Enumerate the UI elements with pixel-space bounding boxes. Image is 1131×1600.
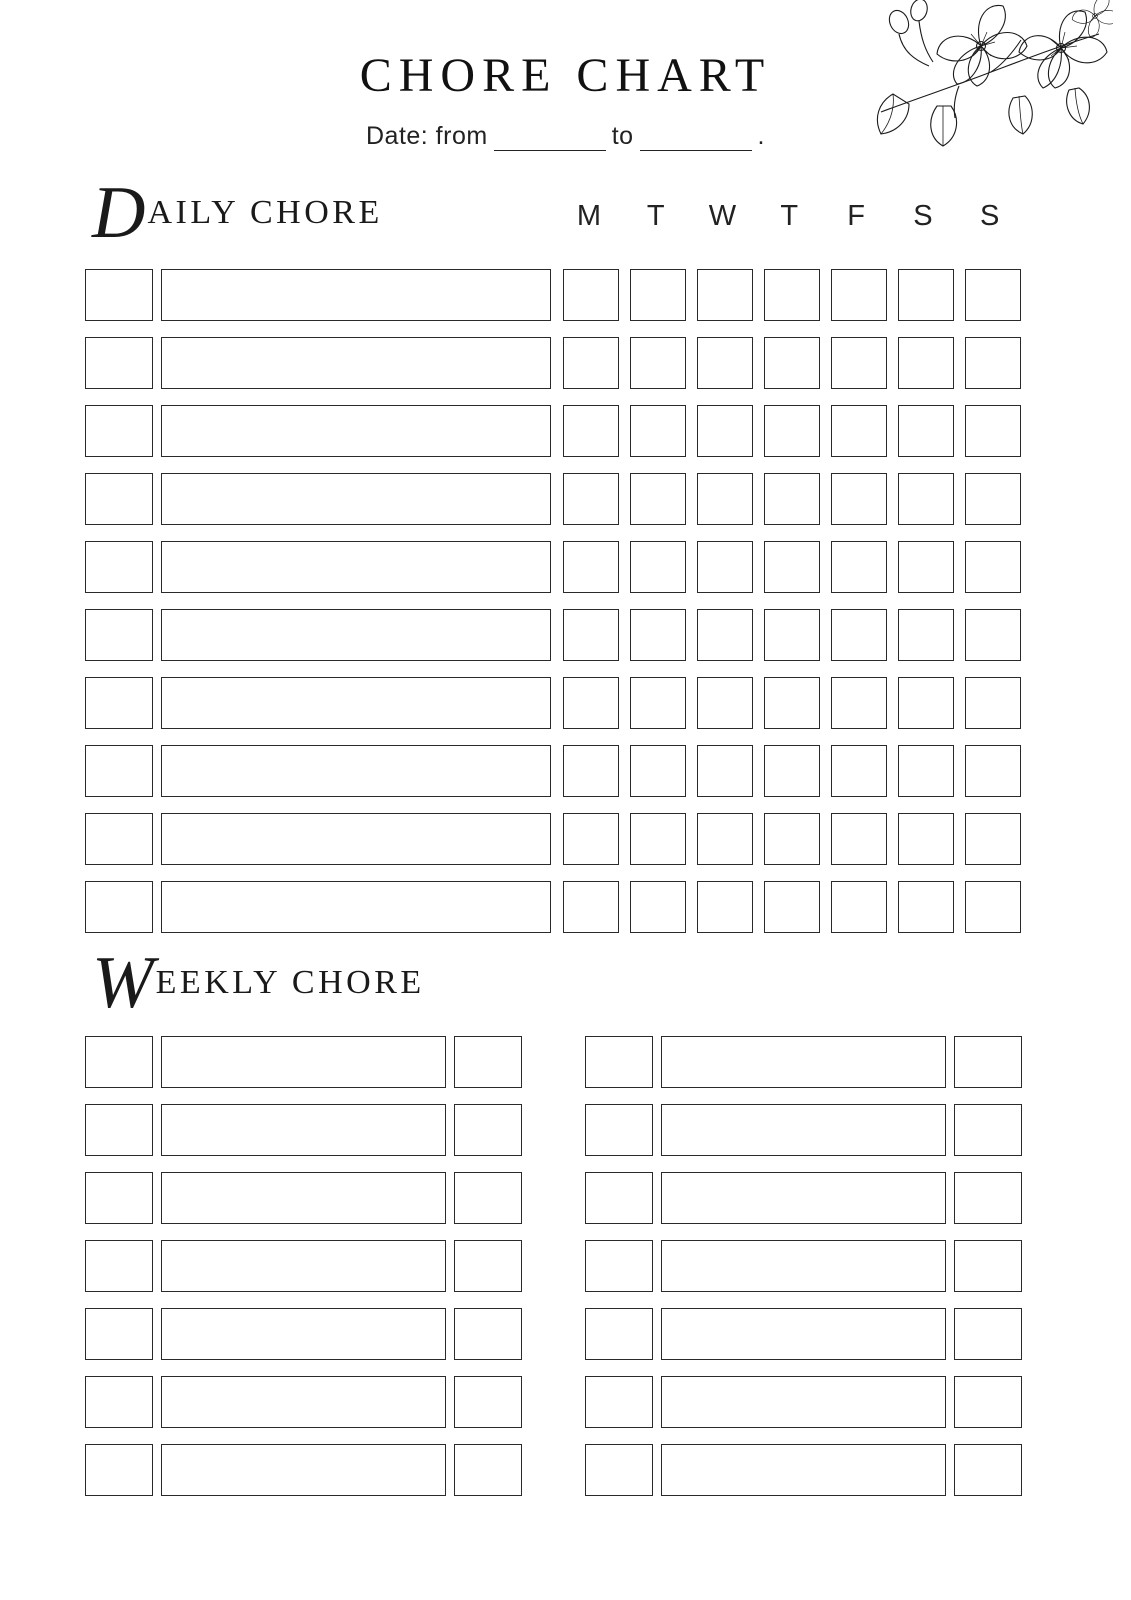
- daily-chore-day-cell[interactable]: [764, 677, 820, 729]
- daily-chore-day-cell[interactable]: [831, 609, 887, 661]
- daily-chore-day-cell[interactable]: [697, 677, 753, 729]
- weekly-chore-name-field[interactable]: [661, 1308, 946, 1360]
- daily-chore-day-cell[interactable]: [831, 745, 887, 797]
- date-range-line: [0, 122, 1131, 151]
- daily-chore-name-field[interactable]: [161, 473, 551, 525]
- daily-chore-day-cell[interactable]: [965, 745, 1021, 797]
- weekday-label-friday: F: [847, 200, 866, 232]
- weekly-chore-done-cell[interactable]: [454, 1376, 522, 1428]
- weekly-chore-done-cell[interactable]: [954, 1444, 1022, 1496]
- daily-chore-day-cell[interactable]: [630, 541, 686, 593]
- daily-chore-day-cell[interactable]: [831, 269, 887, 321]
- daily-chore-row: [85, 533, 1025, 601]
- weekly-chore-name-field[interactable]: [161, 1172, 446, 1224]
- daily-chore-day-cell[interactable]: [898, 609, 954, 661]
- weekly-chore-row: [85, 1300, 525, 1368]
- daily-chore-checkbox[interactable]: [85, 337, 153, 389]
- daily-chore-row: [85, 329, 1025, 397]
- daily-chore-day-cell[interactable]: [764, 609, 820, 661]
- weekly-chore-done-cell[interactable]: [954, 1104, 1022, 1156]
- daily-chore-day-cell[interactable]: [630, 609, 686, 661]
- weekly-chore-row: [585, 1164, 1025, 1232]
- weekly-chore-done-cell[interactable]: [954, 1240, 1022, 1292]
- daily-chore-day-cell[interactable]: [630, 813, 686, 865]
- weekly-chore-checkbox[interactable]: [85, 1172, 153, 1224]
- daily-chore-row: [85, 873, 1025, 941]
- daily-chore-day-cell[interactable]: [764, 269, 820, 321]
- daily-chore-day-cell[interactable]: [764, 745, 820, 797]
- daily-chore-row: [85, 669, 1025, 737]
- date-from-field[interactable]: [494, 132, 606, 151]
- daily-chore-day-cell[interactable]: [630, 745, 686, 797]
- daily-chore-day-cell[interactable]: [563, 677, 619, 729]
- weekday-label-tuesday: T: [646, 200, 666, 232]
- date-to-label: to: [611, 122, 634, 150]
- daily-heading-text: AILY CHORE: [147, 194, 383, 231]
- daily-chore-day-cell[interactable]: [831, 541, 887, 593]
- weekly-chore-checkbox[interactable]: [85, 1444, 153, 1496]
- daily-chore-day-cell[interactable]: [831, 677, 887, 729]
- weekday-label-thursday: T: [780, 200, 800, 232]
- daily-chore-day-cell[interactable]: [563, 473, 619, 525]
- weekly-chore-tables: [85, 1028, 1025, 1504]
- daily-chore-row: [85, 261, 1025, 329]
- weekly-chore-done-cell[interactable]: [954, 1308, 1022, 1360]
- daily-chore-day-cell[interactable]: [630, 677, 686, 729]
- daily-chore-row: [85, 601, 1025, 669]
- weekly-chore-name-field[interactable]: [661, 1376, 946, 1428]
- weekly-chore-row: [585, 1300, 1025, 1368]
- weekly-chore-row: [585, 1096, 1025, 1164]
- daily-chore-day-cell[interactable]: [697, 813, 753, 865]
- page-title: CHORE CHART: [359, 49, 772, 102]
- daily-chore-checkbox[interactable]: [85, 473, 153, 525]
- daily-chore-day-cell[interactable]: [563, 269, 619, 321]
- daily-chore-name-field[interactable]: [161, 405, 551, 457]
- weekly-chore-name-field[interactable]: [661, 1036, 946, 1088]
- weekly-chore-name-field[interactable]: [661, 1172, 946, 1224]
- weekly-chore-checkbox[interactable]: [585, 1376, 653, 1428]
- date-period: .: [757, 122, 765, 150]
- daily-chore-day-cell[interactable]: [563, 881, 619, 933]
- weekly-chore-done-cell[interactable]: [954, 1172, 1022, 1224]
- weekly-chore-name-field[interactable]: [161, 1444, 446, 1496]
- daily-chore-checkbox[interactable]: [85, 677, 153, 729]
- daily-chore-day-cell[interactable]: [965, 473, 1021, 525]
- weekday-header-row: [556, 200, 1024, 233]
- daily-chore-day-cell[interactable]: [563, 609, 619, 661]
- weekday-label-monday: M: [576, 200, 602, 232]
- daily-chore-row: [85, 465, 1025, 533]
- weekly-chore-name-field[interactable]: [161, 1240, 446, 1292]
- daily-chore-day-cell[interactable]: [563, 745, 619, 797]
- daily-chore-day-cell[interactable]: [831, 813, 887, 865]
- weekly-chore-done-cell[interactable]: [454, 1036, 522, 1088]
- weekly-chore-checkbox[interactable]: [585, 1308, 653, 1360]
- weekly-chore-done-cell[interactable]: [954, 1036, 1022, 1088]
- daily-chore-day-cell[interactable]: [563, 337, 619, 389]
- daily-chore-day-cell[interactable]: [965, 405, 1021, 457]
- weekly-chore-done-cell[interactable]: [454, 1444, 522, 1496]
- weekly-chore-name-field[interactable]: [161, 1308, 446, 1360]
- daily-chore-day-cell[interactable]: [831, 881, 887, 933]
- weekly-chore-row: [585, 1436, 1025, 1504]
- weekly-chore-row: [85, 1096, 525, 1164]
- weekly-chore-checkbox[interactable]: [585, 1172, 653, 1224]
- weekly-chore-checkbox[interactable]: [585, 1104, 653, 1156]
- daily-chore-day-cell[interactable]: [630, 881, 686, 933]
- weekly-chore-checkbox[interactable]: [85, 1104, 153, 1156]
- daily-chore-day-cell[interactable]: [697, 881, 753, 933]
- daily-chore-name-field[interactable]: [161, 269, 551, 321]
- daily-chore-day-cell[interactable]: [697, 405, 753, 457]
- weekly-chore-name-field[interactable]: [161, 1376, 446, 1428]
- daily-chore-day-cell[interactable]: [764, 881, 820, 933]
- daily-chore-name-field[interactable]: [161, 609, 551, 661]
- daily-heading-dropcap: D: [92, 172, 146, 254]
- weekly-chore-table-left: [85, 1028, 525, 1504]
- daily-chore-day-cell[interactable]: [697, 745, 753, 797]
- weekday-label-saturday: S: [913, 200, 934, 232]
- weekly-heading-text: EEKLY CHORE: [155, 964, 425, 1001]
- daily-chore-day-cell[interactable]: [965, 677, 1021, 729]
- weekly-chore-row: [85, 1164, 525, 1232]
- daily-chore-day-cell[interactable]: [898, 881, 954, 933]
- daily-chore-day-cell[interactable]: [898, 745, 954, 797]
- weekly-chore-name-field[interactable]: [161, 1104, 446, 1156]
- daily-chore-table: [85, 261, 1025, 941]
- daily-chore-day-cell[interactable]: [965, 541, 1021, 593]
- daily-chore-name-field[interactable]: [161, 813, 551, 865]
- daily-chore-checkbox[interactable]: [85, 745, 153, 797]
- weekly-chore-done-cell[interactable]: [454, 1308, 522, 1360]
- daily-chore-day-cell[interactable]: [697, 269, 753, 321]
- weekly-chore-done-cell[interactable]: [954, 1376, 1022, 1428]
- daily-chore-day-cell[interactable]: [697, 473, 753, 525]
- daily-chore-heading: [92, 172, 383, 254]
- daily-chore-day-cell[interactable]: [630, 337, 686, 389]
- daily-chore-name-field[interactable]: [161, 541, 551, 593]
- daily-chore-day-cell[interactable]: [764, 405, 820, 457]
- daily-chore-checkbox[interactable]: [85, 269, 153, 321]
- weekly-chore-checkbox[interactable]: [85, 1376, 153, 1428]
- daily-chore-day-cell[interactable]: [965, 337, 1021, 389]
- weekly-chore-checkbox[interactable]: [585, 1240, 653, 1292]
- daily-chore-day-cell[interactable]: [965, 813, 1021, 865]
- daily-chore-day-cell[interactable]: [697, 337, 753, 389]
- weekly-chore-row: [85, 1436, 525, 1504]
- daily-chore-day-cell[interactable]: [764, 813, 820, 865]
- weekly-chore-row: [585, 1232, 1025, 1300]
- daily-chore-name-field[interactable]: [161, 677, 551, 729]
- weekly-chore-done-cell[interactable]: [454, 1104, 522, 1156]
- daily-chore-checkbox[interactable]: [85, 609, 153, 661]
- daily-chore-day-cell[interactable]: [898, 269, 954, 321]
- daily-chore-day-cell[interactable]: [630, 405, 686, 457]
- weekly-chore-name-field[interactable]: [661, 1444, 946, 1496]
- weekly-chore-done-cell[interactable]: [454, 1172, 522, 1224]
- daily-chore-day-cell[interactable]: [764, 473, 820, 525]
- weekday-label-wednesday: W: [708, 200, 738, 232]
- daily-chore-day-cell[interactable]: [831, 405, 887, 457]
- weekly-chore-checkbox[interactable]: [85, 1240, 153, 1292]
- daily-chore-row: [85, 737, 1025, 805]
- daily-chore-checkbox[interactable]: [85, 813, 153, 865]
- weekly-chore-checkbox[interactable]: [85, 1036, 153, 1088]
- daily-chore-day-cell[interactable]: [831, 337, 887, 389]
- date-to-field[interactable]: [640, 132, 752, 151]
- daily-chore-day-cell[interactable]: [898, 405, 954, 457]
- daily-chore-name-field[interactable]: [161, 881, 551, 933]
- daily-chore-day-cell[interactable]: [697, 541, 753, 593]
- weekly-chore-row: [85, 1368, 525, 1436]
- daily-chore-day-cell[interactable]: [898, 677, 954, 729]
- weekly-chore-done-cell[interactable]: [454, 1240, 522, 1292]
- daily-chore-day-cell[interactable]: [965, 269, 1021, 321]
- daily-chore-day-cell[interactable]: [898, 813, 954, 865]
- daily-chore-day-cell[interactable]: [697, 609, 753, 661]
- daily-chore-day-cell[interactable]: [630, 473, 686, 525]
- weekly-chore-row: [585, 1028, 1025, 1096]
- weekly-chore-checkbox[interactable]: [585, 1036, 653, 1088]
- weekly-chore-name-field[interactable]: [661, 1104, 946, 1156]
- weekly-chore-checkbox[interactable]: [585, 1444, 653, 1496]
- weekly-chore-heading: [92, 942, 425, 1024]
- weekly-chore-name-field[interactable]: [161, 1036, 446, 1088]
- weekday-label-sunday: S: [980, 200, 1001, 232]
- weekly-chore-row: [85, 1232, 525, 1300]
- daily-chore-day-cell[interactable]: [563, 405, 619, 457]
- daily-chore-day-cell[interactable]: [965, 881, 1021, 933]
- weekly-chore-table-right: [585, 1028, 1025, 1504]
- weekly-chore-row: [585, 1368, 1025, 1436]
- daily-chore-checkbox[interactable]: [85, 881, 153, 933]
- daily-chore-day-cell[interactable]: [898, 541, 954, 593]
- daily-chore-checkbox[interactable]: [85, 405, 153, 457]
- daily-chore-row: [85, 397, 1025, 465]
- daily-chore-day-cell[interactable]: [630, 269, 686, 321]
- daily-chore-day-cell[interactable]: [563, 813, 619, 865]
- daily-chore-day-cell[interactable]: [965, 609, 1021, 661]
- weekly-heading-dropcap: W: [92, 942, 154, 1024]
- daily-chore-day-cell[interactable]: [764, 541, 820, 593]
- daily-chore-day-cell[interactable]: [831, 473, 887, 525]
- daily-chore-name-field[interactable]: [161, 745, 551, 797]
- date-from-label: Date: from: [365, 122, 488, 150]
- daily-chore-day-cell[interactable]: [764, 337, 820, 389]
- weekly-chore-row: [85, 1028, 525, 1096]
- daily-chore-name-field[interactable]: [161, 337, 551, 389]
- daily-chore-day-cell[interactable]: [898, 473, 954, 525]
- daily-chore-day-cell[interactable]: [563, 541, 619, 593]
- daily-chore-row: [85, 805, 1025, 873]
- daily-chore-day-cell[interactable]: [898, 337, 954, 389]
- weekly-chore-name-field[interactable]: [661, 1240, 946, 1292]
- weekly-chore-checkbox[interactable]: [85, 1308, 153, 1360]
- daily-chore-checkbox[interactable]: [85, 541, 153, 593]
